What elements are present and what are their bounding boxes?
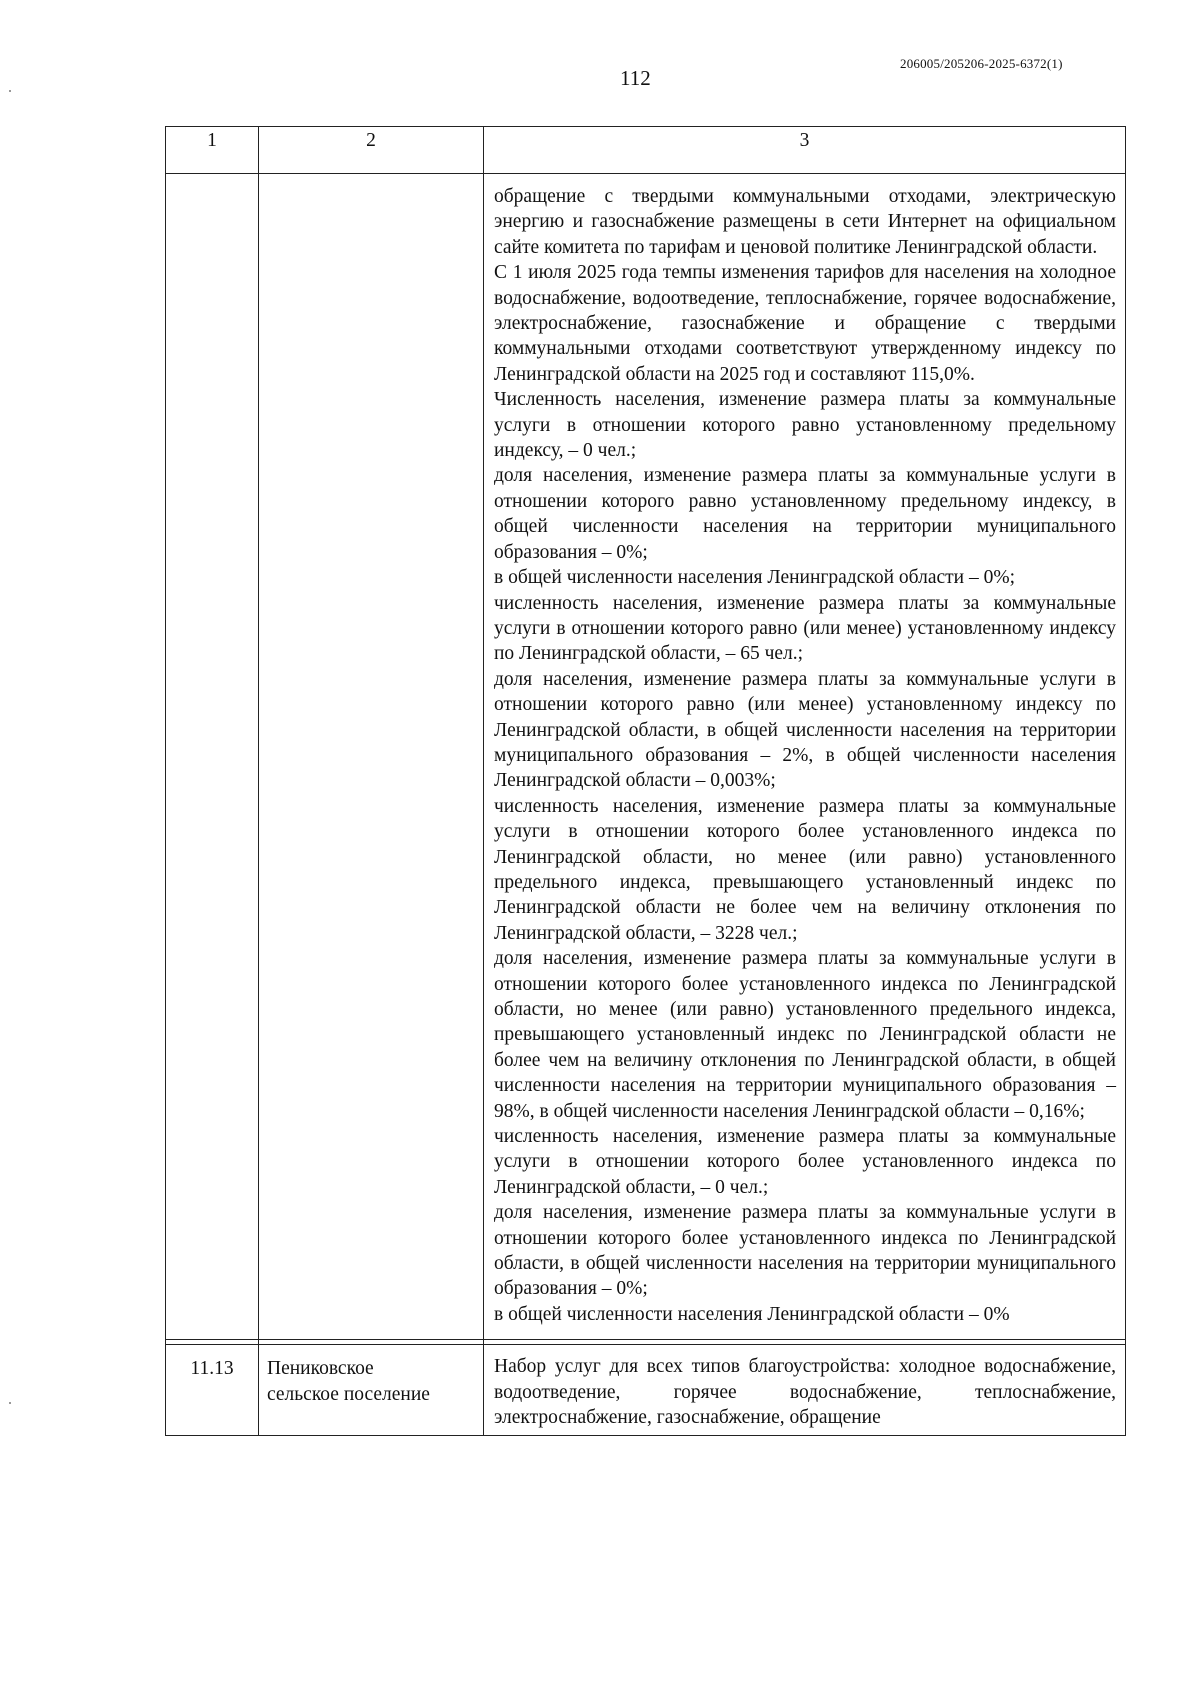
description-cell	[484, 174, 1126, 1340]
empty-name-cell	[259, 174, 484, 1340]
scan-mark	[9, 90, 11, 92]
paragraph: С 1 июля 2025 года темпы изменения тарифов для населения на холодное водоснабжение, водоотведение, теплоснабжение, горячее водоснабжение, электроснабжение, газоснабжение и обращение с твердыми коммунальными отходами соответствуют утвержденному индексу по Ленинградской области на 2025 год и составляют 115,0%.	[494, 262, 1116, 385]
paragraph: численность населения, изменение размера платы за коммунальные услуги в отношении которого более установленного индекса по Ленинградской области, но менее (или равно) установленного предельного индекса, превышающего установленный индекс по Ленинградской области не более чем на величину отклонения по Ленинградской области, – 3228 чел.;	[494, 795, 1116, 944]
paragraph: в общей численности населения Ленинградской области – 0%;	[494, 567, 1016, 589]
data-table	[165, 126, 1126, 1436]
empty-number-cell	[166, 174, 259, 1340]
column-number-1: 1	[166, 127, 259, 174]
paragraph: численность населения, изменение размера платы за коммунальные услуги в отношении которого более установленного индекса по Ленинградской области, – 0 чел.;	[494, 1126, 1116, 1198]
paragraph: Численность населения, изменение размера платы за коммунальные услуги в отношении которого равно установленному предельному индексу, – 0 чел.;	[494, 389, 1116, 462]
document-code: 206005/205206-2025-6372(1)	[900, 56, 1063, 71]
paragraph: в общей численности населения Ленинградской области – 0%	[494, 1303, 1010, 1325]
column-number-3: 3	[484, 127, 1126, 174]
column-number-2: 2	[259, 127, 484, 174]
paragraph: доля населения, изменение размера платы за коммунальные услуги в отношении которого равно установленному предельному индексу, в общей численности населения на территории муниципального образования – 0%;	[494, 465, 1116, 563]
settlement-name-line: сельское поселение	[267, 1383, 430, 1405]
paragraph: обращение с твердыми коммунальными отходами, электрическую энергию и газоснабжение размещены в сети Интернет на официальном сайте комитета по тарифам и ценовой политике Ленинградской области.	[494, 186, 1116, 258]
column-number-row	[166, 127, 1126, 174]
paragraph: доля населения, изменение размера платы за коммунальные услуги в отношении которого более установленного индекса по Ленинградской области, в общей численности населения на территории муниципального образования – 0%;	[494, 1202, 1116, 1300]
settlement-name-cell	[259, 1345, 484, 1435]
paragraph: численность населения, изменение размера платы за коммунальные услуги в отношении которого равно (или менее) установленному индексу по Ленинградской области, – 65 чел.;	[494, 592, 1116, 665]
settlement-name-line: Пениковское	[267, 1358, 374, 1380]
paragraph: Набор услуг для всех типов благоустройства: холодное водоснабжение, водоотведение, горячее водоснабжение, теплоснабжение, электроснабжение, газоснабжение, обращение	[494, 1356, 1116, 1429]
row-number: 11.13	[166, 1345, 259, 1435]
paragraph: доля населения, изменение размера платы за коммунальные услуги в отношении которого равно (или менее) установленному индексу по Ленинградской области, в общей численности населения на территории муниципального образования – 2%, в общей численности населения Ленинградской области – 0,003%;	[494, 668, 1116, 792]
paragraph: доля населения, изменение размера платы за коммунальные услуги в отношении которого более установленного индекса по Ленинградской области, но менее (или равно) установленного предельного индекса, превышающего установленный индекс по Ленинградской области не более чем на величину отклонения по Ленинградской области, в общей численности населения на территории муниципального образования – 98%, в общей численности населения Ленинградской области – 0,16%;	[494, 948, 1116, 1122]
description-cell	[484, 1345, 1126, 1435]
continuation-row	[166, 174, 1126, 1340]
table-row	[166, 1345, 1126, 1435]
scan-mark	[9, 1402, 11, 1404]
page-number: 112	[620, 66, 651, 90]
